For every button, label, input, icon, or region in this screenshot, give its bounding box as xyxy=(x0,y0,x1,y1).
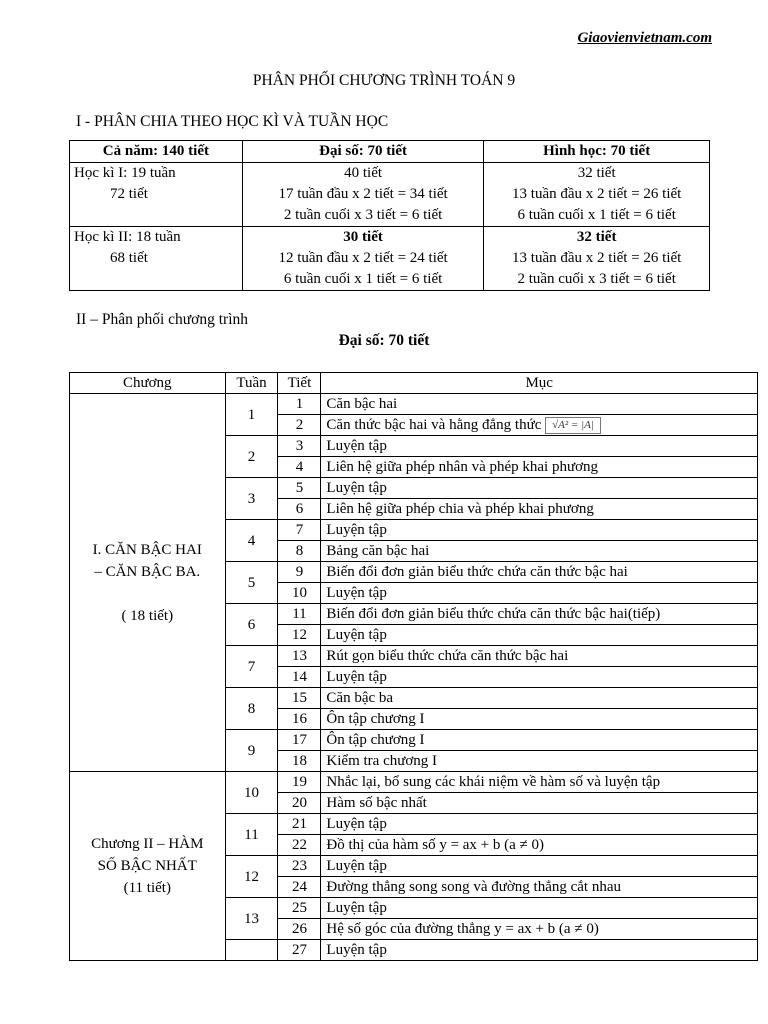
week-cell: 2 xyxy=(225,436,278,478)
curriculum-header xyxy=(70,373,758,394)
col-header-algebra: Đại số: 70 tiết xyxy=(242,141,484,163)
period-cell: 16 xyxy=(278,709,321,730)
period-cell: 15 xyxy=(278,688,321,709)
content-cell: Đường thẳng song song và đường thẳng cắt nhau xyxy=(321,877,758,898)
period-cell: 18 xyxy=(278,751,321,772)
content-cell: Ôn tập chương I xyxy=(321,709,758,730)
content-cell: Rút gọn biểu thức chứa căn thức bậc hai xyxy=(321,646,758,667)
document-title: PHÂN PHỐI CHƯƠNG TRÌNH TOÁN 9 xyxy=(252,72,516,89)
hk2-algebra-cell xyxy=(242,227,484,291)
hk2-label-cell xyxy=(70,227,243,291)
period-cell: 22 xyxy=(278,835,321,856)
period-cell: 10 xyxy=(278,583,321,604)
period-cell: 24 xyxy=(278,877,321,898)
section2-heading: II – Phân phối chương trình xyxy=(76,311,249,328)
content-cell: Biến đổi đơn giản biểu thức chứa căn thức bậc hai(tiếp) xyxy=(321,604,758,625)
content-cell: Nhắc lại, bổ sung các khái niệm về hàm số và luyện tập xyxy=(321,772,758,793)
content-cell: Luyện tập xyxy=(321,814,758,835)
period-cell: 12 xyxy=(278,625,321,646)
week-cell: 10 xyxy=(225,772,278,814)
content-cell: Luyện tập xyxy=(321,940,758,961)
content-cell: Kiểm tra chương I xyxy=(321,751,758,772)
period-cell: 27 xyxy=(278,940,321,961)
period-cell: 1 xyxy=(278,394,321,415)
hk2-ds-line: 30 tiết xyxy=(343,229,383,245)
period-cell: 5 xyxy=(278,478,321,499)
hk1-ds-line: 17 tuần đầu x 2 tiết = 34 tiết xyxy=(278,186,448,202)
content-cell: Căn bậc hai xyxy=(321,394,758,415)
week-cell: 4 xyxy=(225,520,278,562)
section1-heading: I - PHÂN CHIA THEO HỌC KÌ VÀ TUẦN HỌC xyxy=(76,113,389,130)
chapter1-cell xyxy=(70,394,226,772)
period-cell: 17 xyxy=(278,730,321,751)
hk2-label: Học kì II: 18 tuần xyxy=(74,229,181,245)
table-row xyxy=(70,394,758,415)
period-cell: 11 xyxy=(278,604,321,625)
period-cell: 14 xyxy=(278,667,321,688)
semester-table xyxy=(69,140,710,291)
week-cell: 9 xyxy=(225,730,278,772)
period-cell: 21 xyxy=(278,814,321,835)
table-row xyxy=(70,772,758,793)
chapter1-periods: ( 18 tiết) xyxy=(121,607,174,624)
hk1-label: Học kì I: 19 tuần xyxy=(74,165,176,181)
period-cell: 13 xyxy=(278,646,321,667)
content-cell xyxy=(321,415,758,436)
col-header-geometry: Hình học: 70 tiết xyxy=(484,141,710,163)
content-cell: Ôn tập chương I xyxy=(321,730,758,751)
formula-image: √A² = |A| xyxy=(545,417,601,434)
chapter2-title: Chương II – HÀM xyxy=(91,836,204,852)
week-cell: 1 xyxy=(225,394,278,436)
content-cell: Luyện tập xyxy=(321,583,758,604)
hk1-label-cell xyxy=(70,163,243,227)
week-cell: 13 xyxy=(225,898,278,940)
hk2-hh-line: 2 tuần cuối x 3 tiết = 6 tiết xyxy=(517,271,676,287)
week-cell: 3 xyxy=(225,478,278,520)
content-cell: Liên hệ giữa phép chia và phép khai phương xyxy=(321,499,758,520)
content-cell: Luyện tập xyxy=(321,625,758,646)
hk1-hh-line: 13 tuần đầu x 2 tiết = 26 tiết xyxy=(512,186,682,202)
semester-table-header xyxy=(70,141,710,163)
hk1-hh-line: 32 tiết xyxy=(577,165,616,181)
period-cell: 8 xyxy=(278,541,321,562)
hk1-ds-line: 40 tiết xyxy=(344,165,383,181)
period-cell: 2 xyxy=(278,415,321,436)
content-cell: Luyện tập xyxy=(321,856,758,877)
period-cell: 26 xyxy=(278,919,321,940)
week-cell: 7 xyxy=(225,646,278,688)
content-cell: Căn bậc ba xyxy=(321,688,758,709)
week-cell: 12 xyxy=(225,856,278,898)
content-cell: Luyện tập xyxy=(321,667,758,688)
period-cell: 23 xyxy=(278,856,321,877)
hk2-geometry-cell xyxy=(484,227,710,291)
week-cell: 8 xyxy=(225,688,278,730)
hk2-hh-line: 32 tiết xyxy=(576,229,617,245)
site-watermark: Giaovienvietnam.com xyxy=(577,30,712,46)
period-cell: 7 xyxy=(278,520,321,541)
content-cell: Biến đổi đơn giản biểu thức chứa căn thức bậc hai xyxy=(321,562,758,583)
content-cell: Luyện tập xyxy=(321,520,758,541)
period-cell: 9 xyxy=(278,562,321,583)
hk1-total: 72 tiết xyxy=(110,186,148,202)
content-cell: Luyện tập xyxy=(321,478,758,499)
period-cell: 19 xyxy=(278,772,321,793)
chapter1-title: – CĂN BẬC BA. xyxy=(94,563,201,580)
week-cell: 5 xyxy=(225,562,278,604)
week-cell: 6 xyxy=(225,604,278,646)
hk1-ds-line: 2 tuần cuối x 3 tiết = 6 tiết xyxy=(283,207,443,223)
col-header-chapter: Chương xyxy=(70,373,226,394)
content-text: Căn thức bậc hai và hằng đẳng thức xyxy=(326,417,542,433)
semester-row-hk2 xyxy=(70,227,710,291)
content-cell: Luyện tập xyxy=(321,898,758,919)
chapter2-title: SỐ BẬC NHẤT xyxy=(97,858,197,874)
hk2-total: 68 tiết xyxy=(110,250,148,266)
content-cell: Hàm số bậc nhất xyxy=(321,793,758,814)
period-cell: 20 xyxy=(278,793,321,814)
week-cell: 11 xyxy=(225,814,278,856)
content-cell: Bảng căn bậc hai xyxy=(321,541,758,562)
content-cell: Liên hệ giữa phép nhân và phép khai phương xyxy=(321,457,758,478)
chapter1-title: I. CĂN BẬC HAI xyxy=(92,541,202,558)
content-cell: Hệ số góc của đường thẳng y = ax + b (a ≠ 0) xyxy=(321,919,758,940)
col-header-week: Tuần xyxy=(225,373,278,394)
period-cell: 6 xyxy=(278,499,321,520)
chapter2-cell xyxy=(70,772,226,961)
week-cell xyxy=(225,940,278,961)
col-header-period: Tiết xyxy=(278,373,321,394)
hk1-geometry-cell xyxy=(484,163,710,227)
period-cell: 25 xyxy=(278,898,321,919)
hk2-ds-line: 6 tuần cuối x 1 tiết = 6 tiết xyxy=(283,271,443,287)
content-cell: Đồ thị của hàm số y = ax + b (a ≠ 0) xyxy=(321,835,758,856)
semester-row-hk1 xyxy=(70,163,710,227)
hk2-hh-line: 13 tuần đầu x 2 tiết = 26 tiết xyxy=(512,250,682,266)
chapter2-periods: (11 tiết) xyxy=(123,880,171,896)
hk1-hh-line: 6 tuần cuối x 1 tiết = 6 tiết xyxy=(517,207,676,223)
period-cell: 3 xyxy=(278,436,321,457)
period-cell: 4 xyxy=(278,457,321,478)
col-header-year: Cả năm: 140 tiết xyxy=(70,141,243,163)
hk2-ds-line: 12 tuần đầu x 2 tiết = 24 tiết xyxy=(278,250,448,266)
hk1-algebra-cell xyxy=(242,163,484,227)
col-header-content: Mục xyxy=(321,373,758,394)
curriculum-table xyxy=(69,372,758,961)
content-cell: Luyện tập xyxy=(321,436,758,457)
algebra-subheading: Đại số: 70 tiết xyxy=(338,332,430,349)
